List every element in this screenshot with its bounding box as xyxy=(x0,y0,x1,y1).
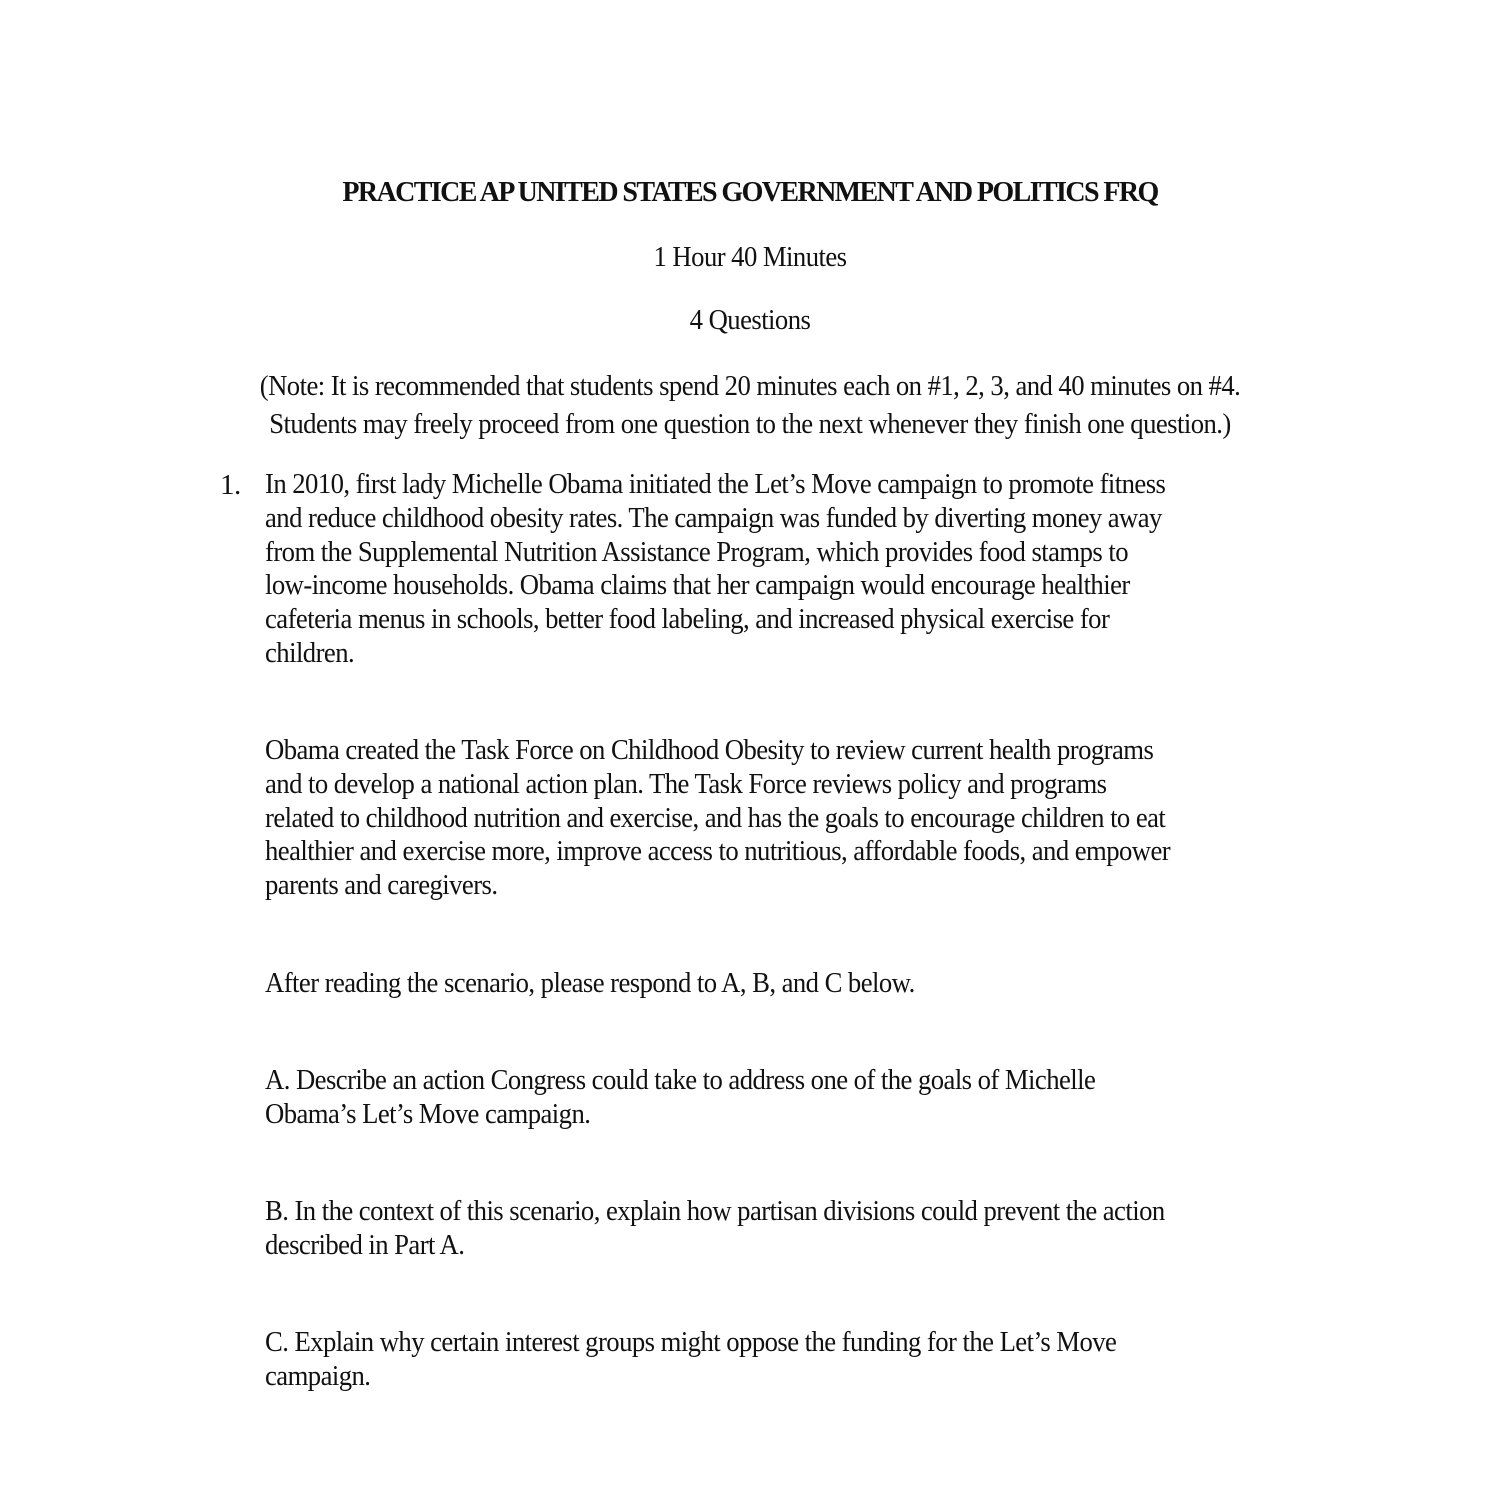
text-line: described in Part A. xyxy=(265,1228,465,1261)
timing-note xyxy=(60,367,1440,443)
text-line: A. Describe an action Congress could take to address one of the goals of Michelle xyxy=(265,1064,1096,1096)
text-line: low-income households. Obama claims that her campaign would encourage healthier xyxy=(265,569,1130,602)
instruction-paragraph xyxy=(265,967,1341,1001)
question-count: 4 Questions xyxy=(689,304,811,336)
text-line: After reading the scenario, please respond to A, B, and C below. xyxy=(265,967,915,999)
part-b-prompt xyxy=(265,1195,1341,1263)
task-force-paragraph xyxy=(265,734,1341,903)
text-line: In 2010, first lady Michelle Obama initiated the Let’s Move campaign to promote fitness xyxy=(265,468,1166,500)
scenario-paragraph xyxy=(265,468,1341,671)
text-line: cafeteria menus in schools, better food labeling, and increased physical exercise for xyxy=(265,603,1110,636)
text-line: parents and caregivers. xyxy=(265,869,498,902)
part-c-prompt xyxy=(265,1326,1341,1394)
exam-duration: 1 Hour 40 Minutes xyxy=(653,241,847,273)
text-line: and reduce childhood obesity rates. The campaign was funded by diverting money away xyxy=(265,501,1162,534)
text-line: campaign. xyxy=(265,1359,371,1392)
question-number: 1. xyxy=(220,469,241,501)
text-line: Obama created the Task Force on Childhood Obesity to review current health programs xyxy=(265,734,1154,766)
text-line: C. Explain why certain interest groups might oppose the funding for the Let’s Move xyxy=(265,1326,1117,1358)
document-title: PRACTICE AP UNITED STATES GOVERNMENT AND POLITICS FRQ xyxy=(342,177,1158,208)
text-line: Obama’s Let’s Move campaign. xyxy=(265,1097,591,1130)
text-line: healthier and exercise more, improve access to nutritious, affordable foods, and empower xyxy=(265,835,1171,868)
part-a-prompt xyxy=(265,1064,1341,1132)
text-line: children. xyxy=(265,636,355,669)
timing-note-line: (Note: It is recommended that students spend 20 minutes each on #1, 2, 3, and 40 minutes on #4. xyxy=(259,370,1241,402)
text-line: B. In the context of this scenario, explain how partisan divisions could prevent the action xyxy=(265,1195,1165,1227)
text-line: from the Supplemental Nutrition Assistance Program, which provides food stamps to xyxy=(265,535,1129,568)
text-line: related to childhood nutrition and exercise, and has the goals to encourage children to eat xyxy=(265,801,1166,834)
text-line: and to develop a national action plan. The Task Force reviews policy and programs xyxy=(265,767,1107,800)
timing-note-line: Students may freely proceed from one question to the next whenever they finish one question.) xyxy=(269,408,1231,440)
